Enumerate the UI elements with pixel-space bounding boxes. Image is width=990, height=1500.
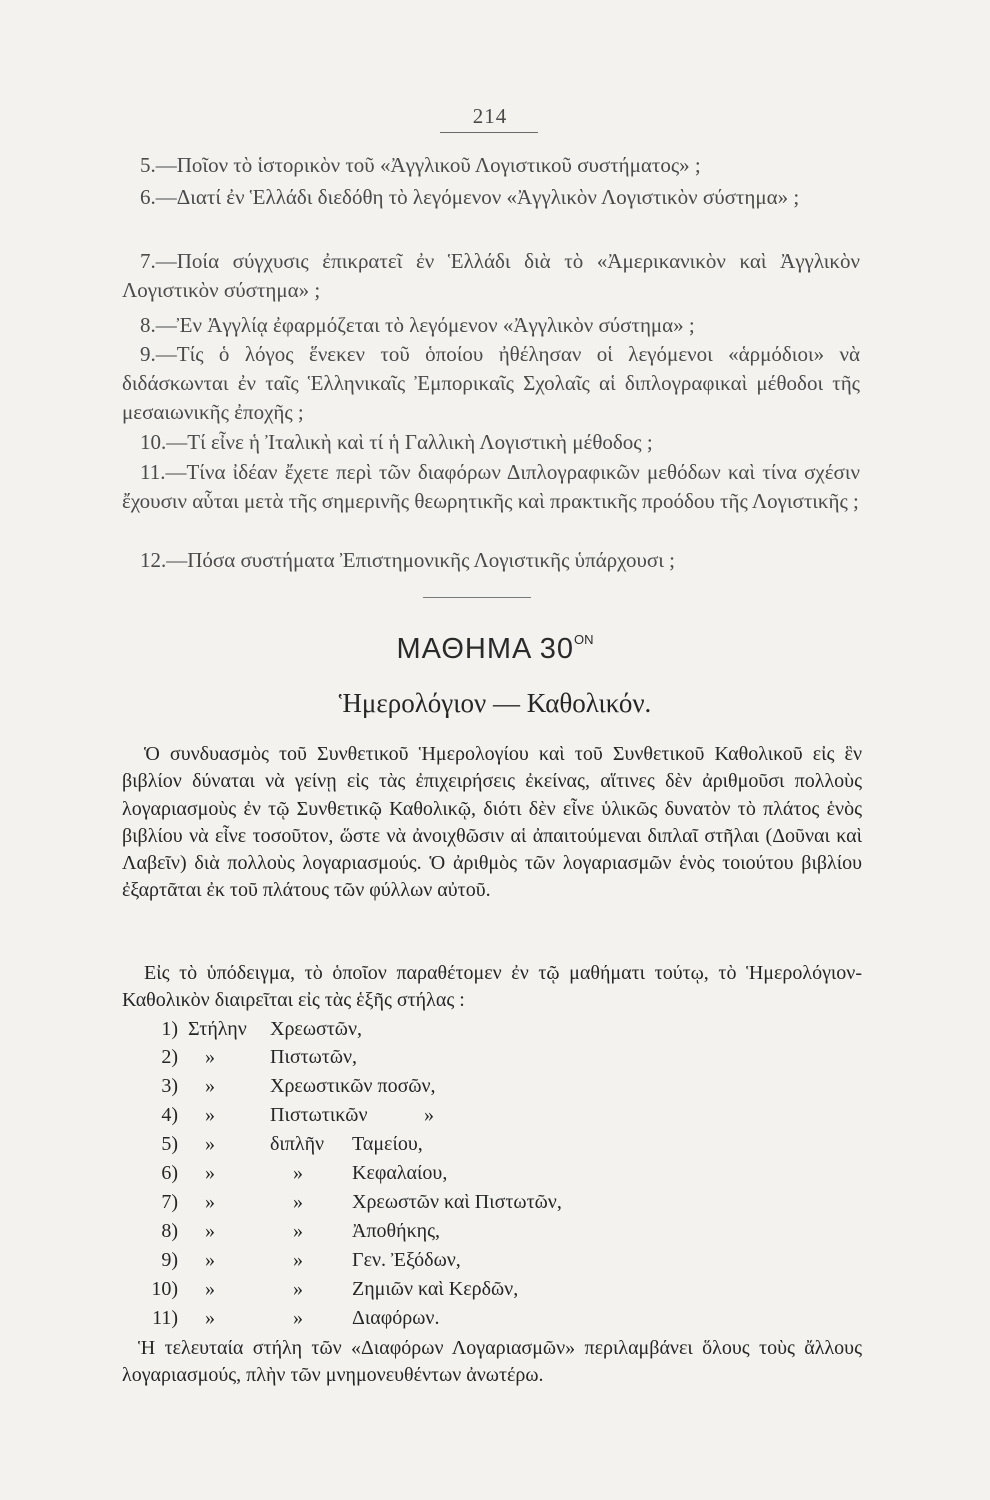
item-number: 3) [161,1075,178,1097]
ditto-mark: » [205,1046,215,1068]
item-name: Γεν. Ἐξόδων, [352,1249,461,1271]
item-number: 11) [152,1307,178,1329]
example-paragraph: Εἰς τὸ ὑπόδειγμα, τὸ ὁποῖον παραθέτομεν ἐν τῷ μαθήματι τούτῳ, τὸ Ἡμερολόγιον-Καθολικὸν διαιρεῖται εἰς τὰς ἑξῆς στήλας : [122,962,862,1012]
question-9: 9.—Τίς ὁ λόγος ἕνεκεν τοῦ ὁποίου ἠθέλησαν οἱ λεγόμενοι «ἁρμόδιοι» νὰ διδάσκωνται ἐν ταῖς Ἑλληνικαῖς Ἐμπορικαῖς Σχολαῖς αἱ διπλογραφικαὶ μέθοδοι τῆς μεσαιωνικῆς ἐποχῆς ; [122,342,860,424]
intro-paragraph: Ὁ συνδυασμὸς τοῦ Συνθετικοῦ Ἡμερολογίου καὶ τοῦ Συνθετικοῦ Καθολικοῦ εἰς ἓν βιβλίον δύναται νὰ γείνῃ εἰς τὰς ἐπιχειρήσεις ἐκείνας, αἵτινες δὲν ἀριθμοῦσι πολλοὺς λογαριασμοὺς ἐν τῷ Συνθετικῷ Καθολικῷ, διότι δὲν εἶνε ὑλικῶς δυνατὸν τὸ πλάτος ἑνὸς βιβλίου νὰ εἶνε τοσοῦτον, ὥστε νὰ ἀνοιχθῶσιν αἱ ἀπαιτούμεναι διπλαῖ στῆλαι (Δοῦναι καὶ Λαβεῖν) διὰ πολλοὺς λογαριασμούς. Ὁ ἀριθμὸς τῶν λογαριασμῶν ἑνὸς τοιούτου βιβλίου ἐξαρτᾶται ἐκ τοῦ πλάτους τῶν φύλλων αὐτοῦ. [122,743,862,902]
ditto-mark: » [293,1220,303,1242]
page-number-underline [440,132,538,133]
closing-paragraph: Ἡ τελευταία στήλη τῶν «Διαφόρων Λογαριασμῶν» περιλαμβάνει ὅλους τοὺς ἄλλους λογαριασμούς, πλὴν τῶν μνημονευθέντων ἀνωτέρω. [122,1337,862,1386]
item-name: Χρεωστικῶν ποσῶν, [270,1075,436,1097]
item-number: 8) [161,1220,178,1242]
lesson-subtitle: Ἡμερολόγιον — Καθολικόν. [338,688,652,718]
item-name: Διαφόρων. [352,1307,440,1329]
item-label: Στήλην [188,1018,247,1040]
ditto-mark: » [424,1104,434,1126]
ditto-mark: » [205,1220,215,1242]
item-number: 6) [161,1162,178,1184]
question-8: 8.—Ἐν Ἀγγλίᾳ ἐφαρμόζεται τὸ λεγόμενον «Ἀγγλικὸν σύστημα» ; [140,313,695,337]
item-number: 7) [161,1191,178,1213]
item-name: Χρεωστῶν, [270,1018,363,1040]
item-name: Ἀποθήκης, [352,1220,441,1242]
question-10: 10.—Τί εἶνε ἡ Ἰταλικὴ καὶ τί ἡ Γαλλικὴ Λογιστικὴ μέθοδος ; [140,430,653,454]
ditto-mark: » [293,1249,303,1271]
question-11: 11.—Τίνα ἰδέαν ἔχετε περὶ τῶν διαφόρων Διπλογραφικῶν μεθόδων καὶ τίνα σχέσιν ἔχουσιν αὗται μετὰ τῆς σημερινῆς θεωρητικῆς καὶ πρακτικῆς προόδου τῆς Λογιστικῆς ; [122,460,860,513]
question-7: 7.—Ποία σύγχυσις ἐπικρατεῖ ἐν Ἑλλάδι διὰ τὸ «Ἀμερικανικὸν καὶ Ἀγγλικὸν Λογιστικὸν σύστημα» ; [122,249,860,302]
ditto-mark: » [205,1278,215,1300]
item-name: Ταμείου, [352,1133,423,1155]
item-label: διπλῆν [270,1133,325,1155]
ditto-mark: » [205,1307,215,1329]
item-number: 1) [161,1018,178,1040]
ditto-mark: » [205,1249,215,1271]
ditto-mark: » [293,1307,303,1329]
ditto-mark: » [293,1162,303,1184]
item-name: Ζημιῶν καὶ Κερδῶν, [352,1278,519,1300]
item-name: Κεφαλαίου, [352,1162,448,1184]
ditto-mark: » [205,1133,215,1155]
item-name: Χρεωστῶν καὶ Πιστωτῶν, [352,1191,562,1213]
item-name: Πιστωτικῶν [270,1104,368,1126]
page-number: 214 [472,104,508,128]
question-5: 5.—Ποῖον τὸ ἱστορικὸν τοῦ «Ἀγγλικοῦ Λογιστικοῦ συστήματος» ; [140,153,701,177]
lesson-heading [0,632,990,666]
item-number: 9) [161,1249,178,1271]
item-number: 4) [161,1104,178,1126]
ditto-mark: » [293,1278,303,1300]
ditto-mark: » [205,1104,215,1126]
question-12: 12.—Πόσα συστήματα Ἐπιστημονικῆς Λογιστικῆς ὑπάρχουσι ; [140,548,675,572]
lesson-title: ΜΑΘΗΜΑ 30 [396,633,575,665]
ditto-mark: » [205,1191,215,1213]
question-6: 6.—Διατί ἐν Ἑλλάδι διεδόθη τὸ λεγόμενον «Ἀγγλικὸν Λογιστικὸν σύστημα» ; [140,185,800,209]
ditto-mark: » [205,1162,215,1184]
lesson-ordinal-suffix: ΟΝ [574,632,594,647]
item-number: 10) [151,1278,178,1300]
item-number: 2) [161,1046,178,1068]
ditto-mark: » [205,1075,215,1097]
ditto-mark: » [293,1191,303,1213]
item-number: 5) [161,1133,178,1155]
section-separator [423,597,531,598]
item-name: Πιστωτῶν, [270,1046,358,1068]
